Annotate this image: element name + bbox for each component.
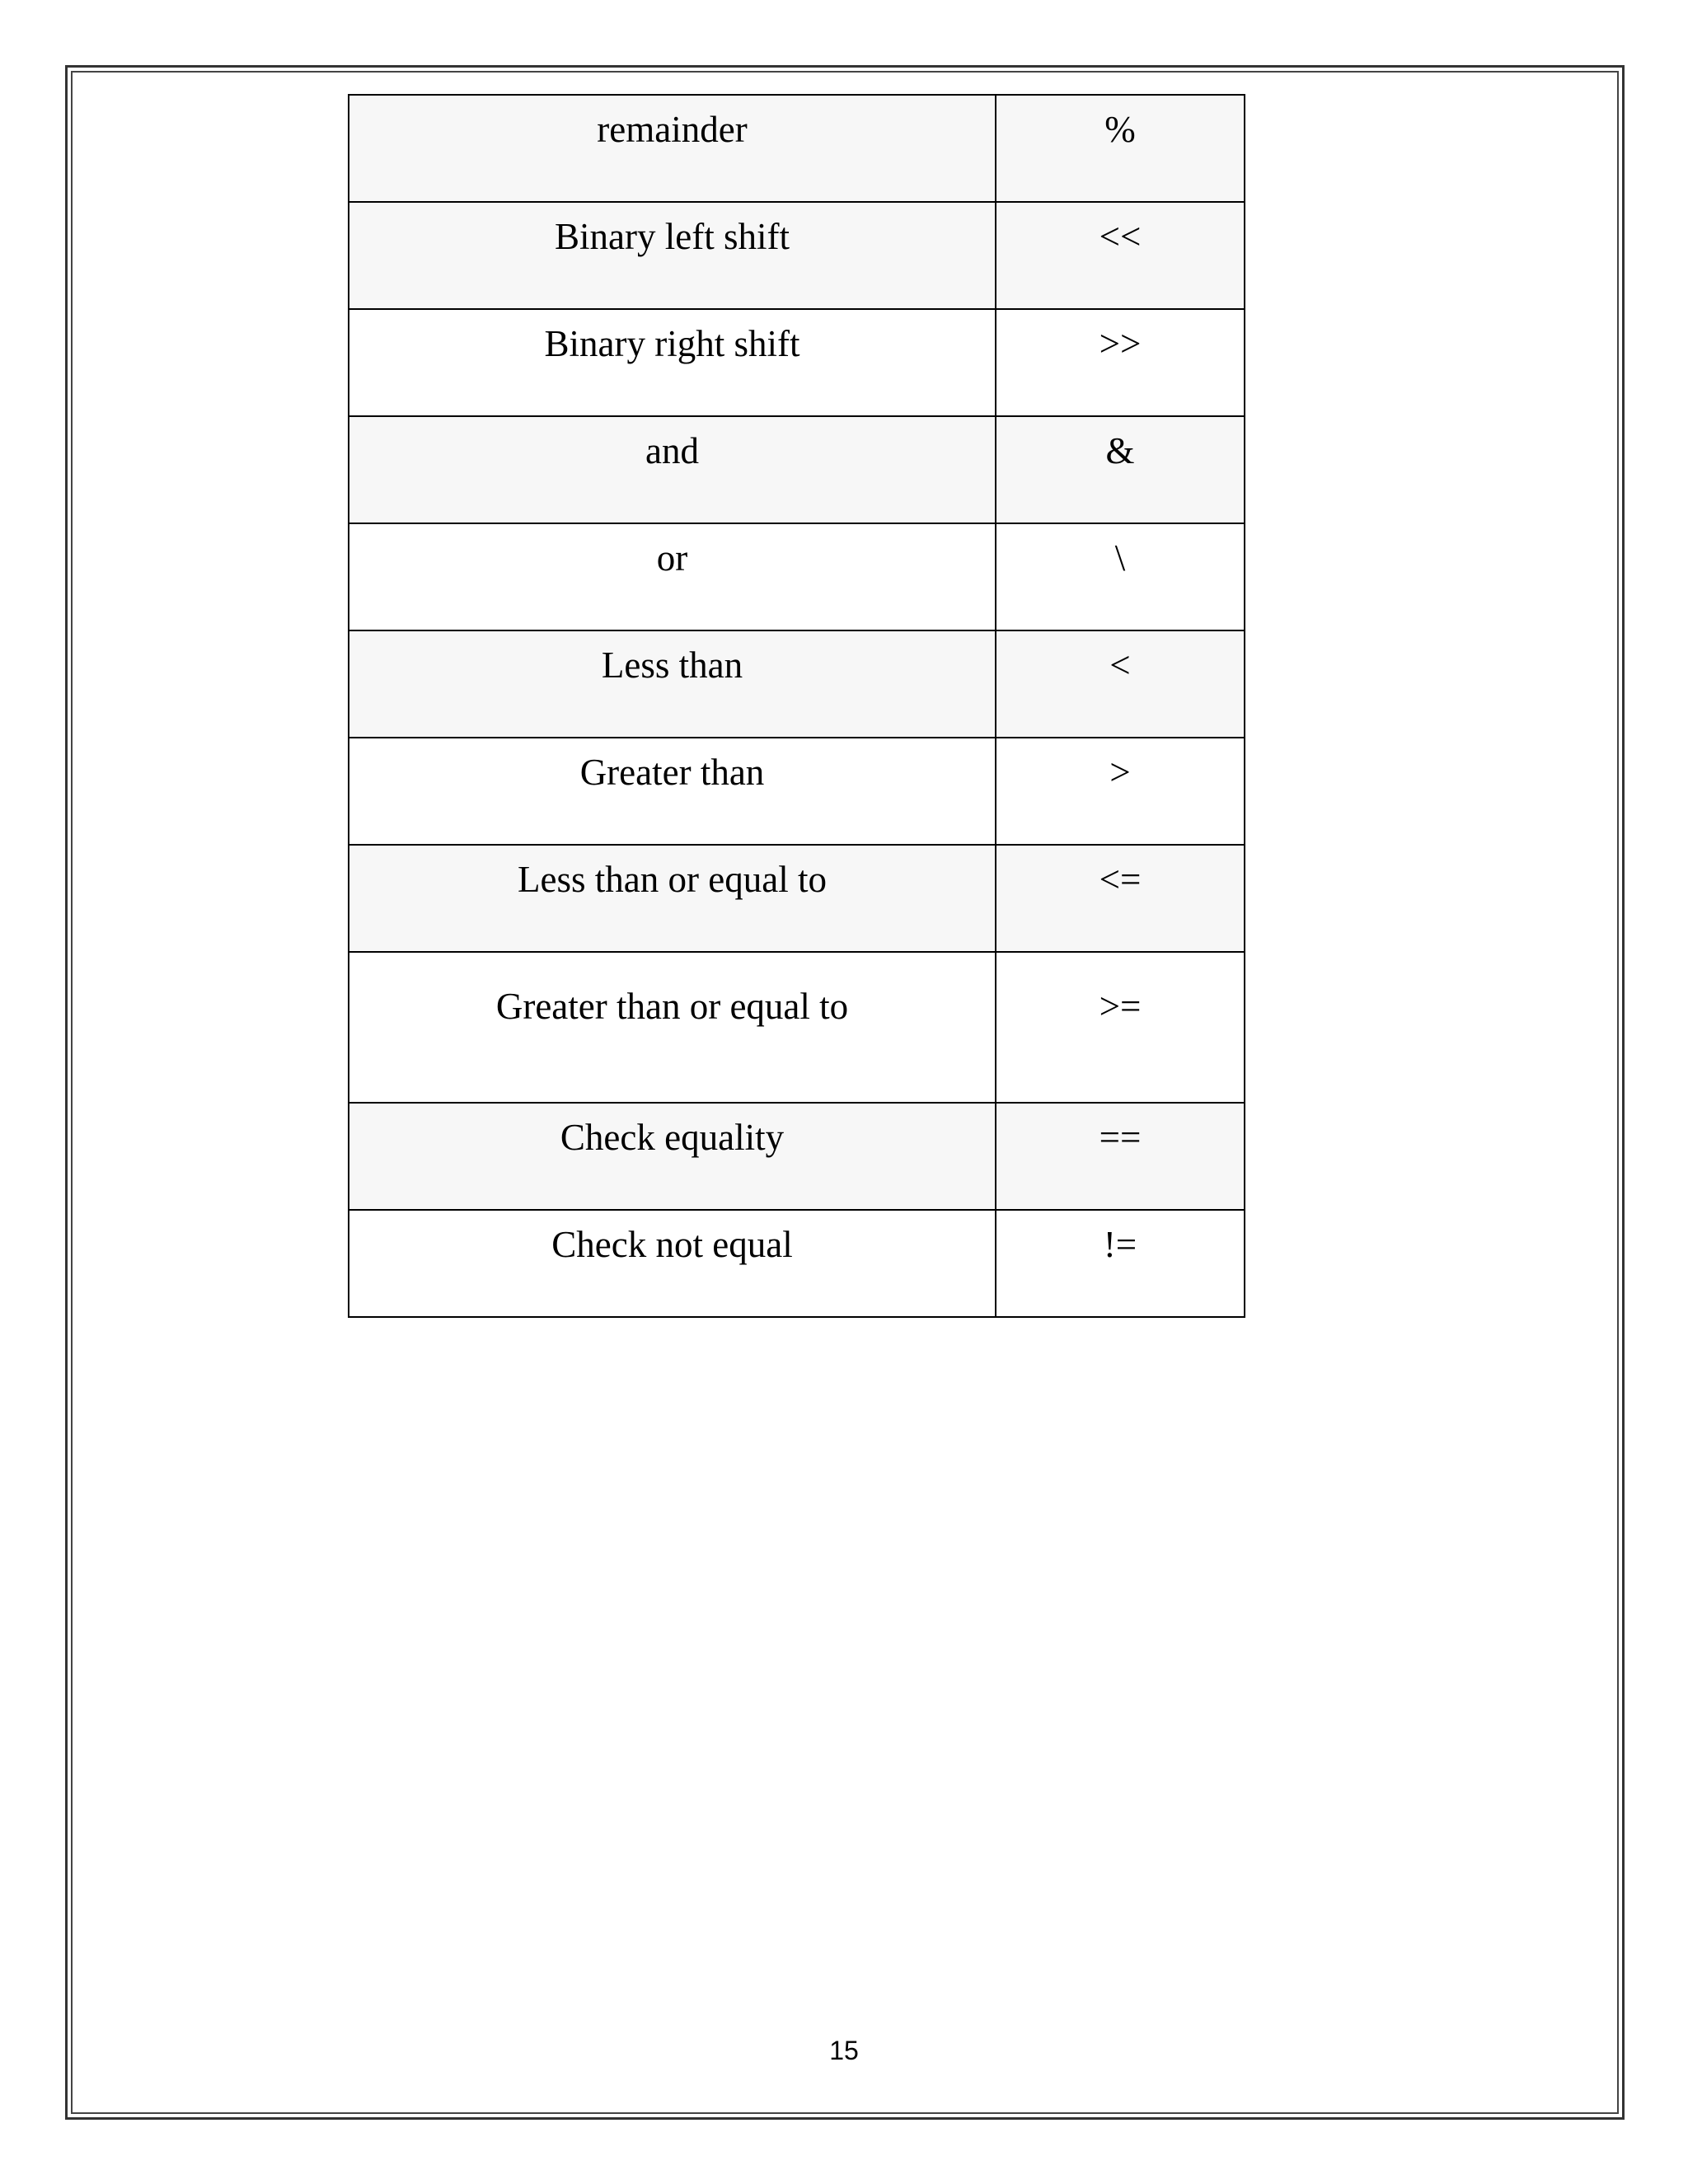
- operator-name-cell: remainder: [349, 95, 996, 202]
- operator-symbol-cell: >: [996, 738, 1245, 845]
- table-row: [349, 738, 1245, 845]
- page-number: 15: [829, 2036, 859, 2065]
- operator-symbol-cell: !=: [996, 1210, 1245, 1317]
- table-row: [349, 309, 1245, 416]
- operator-name-cell: Binary right shift: [349, 309, 996, 416]
- operator-name-cell: Check equality: [349, 1103, 996, 1210]
- operator-symbol-cell: >>: [996, 309, 1245, 416]
- operator-name-cell: Less than or equal to: [349, 845, 996, 952]
- table-row: [349, 630, 1245, 738]
- table-row: [349, 95, 1245, 202]
- table-row: [349, 416, 1245, 523]
- operator-symbol-cell: %: [996, 95, 1245, 202]
- operator-name-cell: and: [349, 416, 996, 523]
- operator-symbol-cell: \: [996, 523, 1245, 630]
- table-row: [349, 1210, 1245, 1317]
- operator-name-cell: Greater than or equal to: [349, 952, 996, 1103]
- table-row: [349, 952, 1245, 1103]
- operator-symbol-cell: <<: [996, 202, 1245, 309]
- operator-symbol-cell: <: [996, 630, 1245, 738]
- operator-name-cell: Binary left shift: [349, 202, 996, 309]
- operator-name-cell: Greater than: [349, 738, 996, 845]
- operators-table: [348, 94, 1245, 1318]
- operator-symbol-cell: ==: [996, 1103, 1245, 1210]
- table-row: [349, 523, 1245, 630]
- table-row: [349, 845, 1245, 952]
- operator-name-cell: or: [349, 523, 996, 630]
- operator-name-cell: Check not equal: [349, 1210, 996, 1317]
- operator-symbol-cell: <=: [996, 845, 1245, 952]
- operator-symbol-cell: &: [996, 416, 1245, 523]
- operator-symbol-cell: >=: [996, 952, 1245, 1103]
- table-row: [349, 202, 1245, 309]
- table-row: [349, 1103, 1245, 1210]
- operator-name-cell: Less than: [349, 630, 996, 738]
